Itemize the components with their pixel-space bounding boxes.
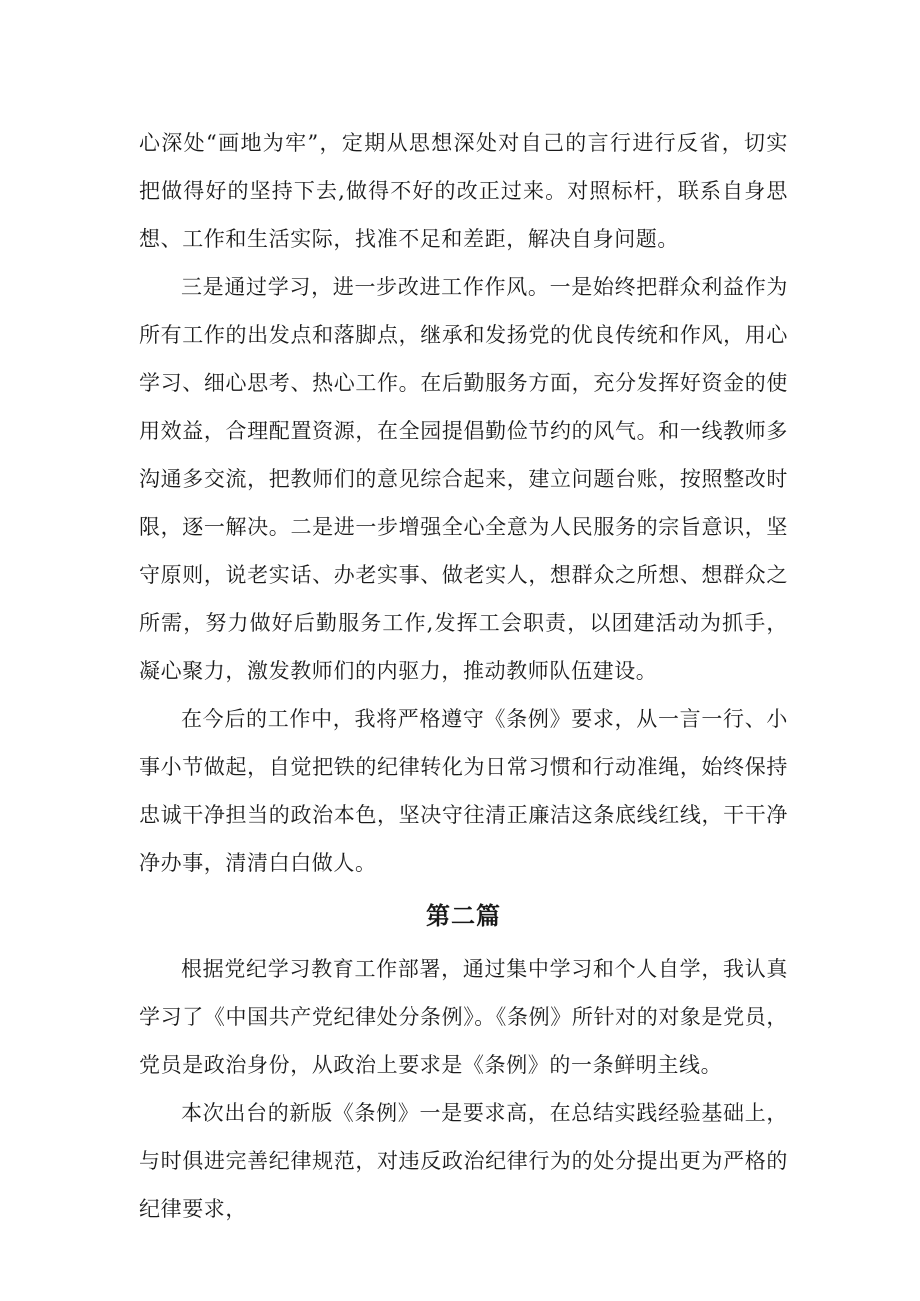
paragraph-2: 三是通过学习，进一步改进工作作风。一是始终把群众利益作为所有工作的出发点和落脚点，继承和发扬党的优良传统和作风，用心学习、细心思考、热心工作。在后勤服务方面，充分发挥好资金的使用效益，合理配置资源，在全园提倡勤俭节约的风气。和一线教师多沟通多交流，把教师们的意见综合起来，建立问题台账，按照整改时限，逐一解决。二是进一步增强全心全意为人民服务的宗旨意识，坚守原则，说老实话、办老实事、做老实人，想群众之所想、想群众之所需，努力做好后勤服务工作,发挥工会职责，以团建活动为抓手，凝心聚力，激发教师们的内驱力，推动教师队伍建设。 xyxy=(139,275,788,683)
section-heading: 第二篇 xyxy=(426,902,501,930)
paragraph-4: 根据党纪学习教育工作部署，通过集中学习和个人自学，我认真学习了《中国共产党纪律处分条例》。《条例》所针对的对象是党员，党员是政治身份，从政治上要求是《条例》的一条鲜明主线。 xyxy=(139,957,788,1077)
paragraph-5: 本次出台的新版《条例》一是要求高，在总结实践经验基础上，与时俱进完善纪律规范，对违反政治纪律行为的处分提出更为严格的纪律要求， xyxy=(139,1101,788,1221)
paragraph-1: 心深处“画地为牢”，定期从思想深处对自己的言行进行反省，切实把做得好的坚持下去,做得不好的改正过来。对照标杆，联系自身思想、工作和生活实际，找准不足和差距，解决自身问题。 xyxy=(139,131,788,251)
paragraph-3: 在今后的工作中，我将严格遵守《条例》要求，从一言一行、小事小节做起，自觉把铁的纪律转化为日常习惯和行动准绳，始终保持忠诚干净担当的政治本色，坚决守往清正廉洁这条底线红线，干干净净办事，清清白白做人。 xyxy=(139,707,788,875)
document-page xyxy=(139,119,788,1233)
